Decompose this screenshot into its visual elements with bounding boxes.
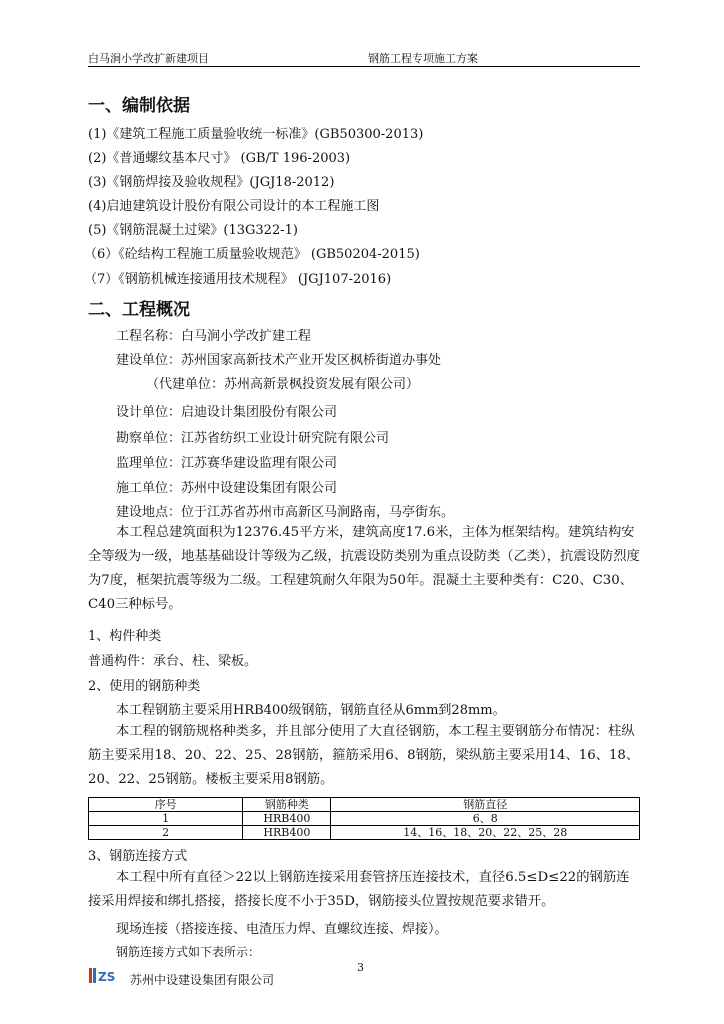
header-project-name: 白马涧小学改扩新建项目: [88, 52, 209, 65]
company-logo-icon: [88, 965, 124, 987]
connection-table-intro: 钢筋连接方式如下表所示：: [116, 945, 261, 959]
page-number: 3: [357, 961, 364, 974]
reference-item: (1)《建筑工程施工质量验收统一标准》(GB50300-2013): [88, 127, 424, 142]
svg-text:ZS: ZS: [98, 970, 116, 984]
table-header-row: [89, 798, 640, 812]
component-types-text: 普通构件：承台、柱、梁板。: [88, 654, 258, 669]
table-header-cell: 钢筋直径: [331, 798, 640, 812]
steel-type-paragraph: 本工程钢筋主要采用HRB400级钢筋，钢筋直径从6mm到28mm。: [116, 703, 506, 718]
section2-title: 二、工程概况: [88, 300, 190, 320]
project-info-line: 建设单位：苏州国家高新技术产业开发区枫桥街道办事处: [116, 353, 442, 368]
project-info-line: 监理单位：江苏赛华建设监理有限公司: [116, 456, 338, 471]
project-info-line: （代建单位：苏州高新景枫投资发展有限公司）: [146, 377, 420, 392]
header-doc-title: 钢筋工程专项施工方案: [368, 52, 478, 65]
table-cell: 6、8: [331, 812, 640, 826]
table-row: [89, 812, 640, 826]
subsection-title: 3、钢筋连接方式: [88, 849, 188, 864]
footer-company-name: 苏州中设建设集团有限公司: [130, 973, 275, 987]
project-info-line: 勘察单位：江苏省纺织工业设计研究院有限公司: [116, 431, 390, 446]
subsection-title: 2、使用的钢筋种类: [88, 679, 201, 694]
reference-item: (3)《钢筋焊接及验收规程》(JGJ18-2012): [88, 175, 335, 190]
project-info-line: 设计单位：启迪设计集团股份有限公司: [116, 405, 338, 420]
reference-item: （7）《钢筋机械连接通用技术规程》 (JGJ107-2016): [84, 272, 392, 287]
connection-method-paragraph: 本工程中所有直径＞22以上钢筋连接采用套管挤压连接技术，直径6.5≤D≤22的钢筋连接采用焊接和绑扎搭接，搭接长度不小于35D，钢筋接头位置按规范要求错开。: [88, 870, 630, 909]
steel-distribution-paragraph: 本工程的钢筋规格种类多，并且部分使用了大直径钢筋，本工程主要钢筋分布情况：柱纵筋主要采用18、20、22、25、28钢筋，箍筋采用6、8钢筋，梁纵筋主要采用14、16、18、20、22、25钢筋。楼板主要采用8钢筋。: [88, 724, 640, 787]
steel-spec-table: [88, 797, 640, 840]
table-cell: 1: [89, 812, 243, 826]
section1-title: 一、编制依据: [88, 96, 190, 116]
reference-item: (5)《钢筋混凝土过梁》(13G322-1): [88, 223, 298, 238]
reference-item: (2)《普通螺纹基本尺寸》 (GB/T 196-2003): [88, 151, 351, 166]
table-row: [89, 826, 640, 840]
table-cell: HRB400: [243, 812, 331, 826]
reference-item: (4)启迪建筑设计股份有限公司设计的本工程施工图: [88, 199, 380, 214]
project-info-line: 工程名称：白马涧小学改扩建工程: [116, 329, 312, 344]
table-cell: 14、16、18、20、22、25、28: [331, 826, 640, 840]
table-cell: HRB400: [243, 826, 331, 840]
page-header: [88, 50, 640, 67]
project-info-line: 建设地点：位于江苏省苏州市高新区马涧路南，马亭街东。: [116, 505, 455, 520]
subsection-title: 1、构件种类: [88, 629, 162, 644]
site-connection-text: 现场连接（搭接连接、电渣压力焊、直螺纹连接、焊接）。: [116, 922, 448, 937]
page-footer: [88, 962, 640, 992]
project-info-line: 施工单位：苏州中设建设集团有限公司: [116, 481, 338, 496]
table-header-cell: 钢筋种类: [243, 798, 331, 812]
table-header-cell: 序号: [89, 798, 243, 812]
table-cell: 2: [89, 826, 243, 840]
reference-item: （6）《砼结构工程施工质量验收规范》 (GB50204-2015): [84, 247, 420, 262]
project-overview-paragraph: 本工程总建筑面积为12376.45平方米，建筑高度17.6米，主体为框架结构。建筑结构安全等级为一级，地基基础设计等级为乙级，抗震设防类别为重点设防类（乙类），抗震设防烈度为7度，框架抗震等级为二级。工程建筑耐久年限为50年。混凝土主要种类有：C20、C30、C40三种标号。: [88, 525, 640, 612]
